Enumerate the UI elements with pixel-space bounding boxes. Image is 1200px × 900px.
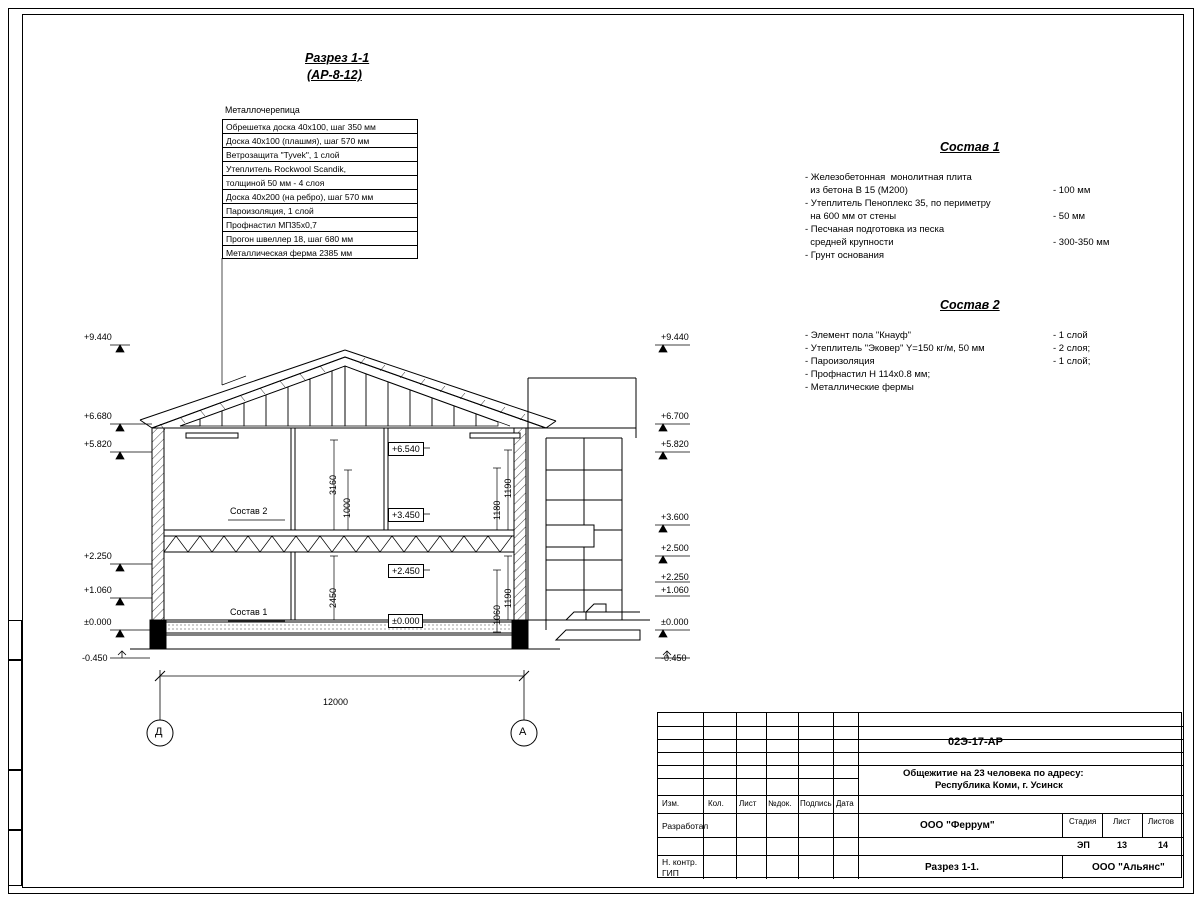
sostav2-item-text: - Пароизоляция (805, 356, 875, 367)
object-line2: Республика Коми, г. Усинск (935, 780, 1063, 791)
roof-spec-row: толщиной 50 мм - 4 слоя (222, 175, 418, 189)
level-right: +5.820 (661, 439, 689, 449)
dim-1060: 1060 (492, 604, 502, 625)
level-left: +2.250 (84, 551, 112, 561)
dim-2450: 2450 (328, 587, 338, 608)
level-inner: ±0.000 (388, 614, 423, 628)
callout-sostav2: Состав 2 (230, 506, 268, 516)
drawing-subtitle: (АР-8-12) (307, 68, 362, 82)
title-block (657, 712, 1182, 878)
col-list: Лист (739, 799, 757, 808)
sostav2-item-value: - 1 слой; (1053, 356, 1091, 367)
level-left: +9.440 (84, 332, 112, 342)
level-right: +6.700 (661, 411, 689, 421)
sostav2-item-value: - 2 слоя; (1053, 343, 1091, 354)
sostav1-item-text: - Утеплитель Пеноплекс 35, по периметру (805, 198, 991, 209)
sheet-value: 13 (1117, 840, 1128, 850)
level-right: +2.250 (661, 572, 689, 582)
level-inner: +2.450 (388, 564, 424, 578)
roof-spec-row: Доска 40х100 (плашмя), шаг 570 мм (222, 133, 418, 147)
sheet-label: Лист (1113, 817, 1131, 826)
dim-1180: 1180 (492, 500, 502, 520)
level-left: +1.060 (84, 585, 112, 595)
level-left: +6.680 (84, 411, 112, 421)
role-gip: ГИП (662, 868, 679, 878)
roof-spec-header: Металлочерепица (225, 105, 300, 115)
stage-value: ЭП (1077, 840, 1090, 850)
level-right: +9.440 (661, 332, 689, 342)
axis-label-d: Д (155, 726, 163, 738)
object-line1: Общежитие на 23 человека по адресу: (903, 768, 1084, 779)
roof-spec-row: Профнастил МП35х0,7 (222, 217, 418, 231)
sostav2-item-text: - Металлические фермы (805, 382, 914, 393)
company-name: ООО "Феррум" (920, 820, 995, 831)
sostav1-item-text: - Песчаная подготовка из песка (805, 224, 945, 235)
level-left: -0.450 (82, 653, 108, 663)
level-inner: +3.450 (388, 508, 424, 522)
dim-1190-a: 1190 (503, 478, 513, 498)
sheets-label: Листов (1148, 817, 1174, 826)
sostav1-item-value: - 100 мм (1053, 185, 1091, 196)
level-right: +1.060 (661, 585, 689, 595)
sostav1-item-text: средней крупности (805, 237, 894, 248)
roof-spec-row: Металлическая ферма 2385 мм (222, 245, 418, 259)
dim-1190-b: 1190 (503, 588, 513, 608)
sheet-name: Разрез 1-1. (925, 862, 979, 873)
roof-spec-row: Утеплитель Rockwool Scandik, (222, 161, 418, 175)
sostav1-title: Состав 1 (940, 140, 1000, 154)
sostav1-item-value: - 50 мм (1053, 211, 1086, 222)
callout-sostav1: Состав 1 (230, 607, 268, 617)
roof-spec-row: Ветрозащита "Tyvek", 1 слой (222, 147, 418, 161)
level-inner: +6.540 (388, 442, 424, 456)
sostav1-item-text: на 600 мм от стены (805, 211, 897, 222)
roof-spec-row: Доска 40х200 (на ребро), шаг 570 мм (222, 189, 418, 203)
sostav1-item-text: из бетона В 15 (М200) (805, 185, 908, 196)
designer-org: ООО "Альянс" (1092, 862, 1165, 873)
level-right: ±0.000 (661, 617, 689, 627)
level-left: ±0.000 (84, 617, 112, 627)
dim-span: 12000 (323, 697, 349, 707)
col-kol: Кол. (708, 799, 724, 808)
sostav2-item-value: - 1 слой (1053, 330, 1088, 341)
sostav2-item-text: - Элемент пола "Кнауф" (805, 330, 912, 341)
dim-1000: 1000 (342, 497, 352, 518)
sostav2-title: Состав 2 (940, 298, 1000, 312)
col-ndok: №док. (768, 799, 792, 808)
level-right: +2.500 (661, 543, 689, 553)
level-right: -0.450 (661, 653, 687, 663)
sostav1-item-text: - Грунт основания (805, 250, 885, 261)
level-right: +3.600 (661, 512, 689, 522)
roof-spec-row: Прогон швеллер 18, шаг 680 мм (222, 231, 418, 245)
roof-spec-row: Обрешетка доска 40х100, шаг 350 мм (222, 119, 418, 133)
project-code: 02Э-17-АР (948, 736, 1003, 748)
sostav2-item-text: - Профнастил Н 114х0.8 мм; (805, 369, 931, 380)
sheets-value: 14 (1158, 840, 1169, 850)
role-ncontrol: Н. контр. (662, 857, 698, 867)
roof-spec-row: Пароизоляция, 1 слой (222, 203, 418, 217)
stage-label: Стадия (1069, 817, 1097, 826)
axis-label-a: А (519, 726, 527, 738)
col-podpis: Подпись (800, 799, 832, 808)
dim-3160: 3160 (328, 474, 338, 495)
sostav1-item-text: - Железобетонная монолитная плита (805, 172, 972, 183)
drawing-title: Разрез 1-1 (305, 51, 370, 65)
level-left: +5.820 (84, 439, 112, 449)
col-izm: Изм. (662, 799, 680, 808)
sostav1-item-value: - 300-350 мм (1053, 237, 1110, 248)
role-developer: Разработал (662, 821, 709, 831)
sostav2-item-text: - Утеплитель "Эковер" Y=150 кг/м, 50 мм (805, 343, 985, 354)
col-data: Дата (836, 799, 854, 808)
